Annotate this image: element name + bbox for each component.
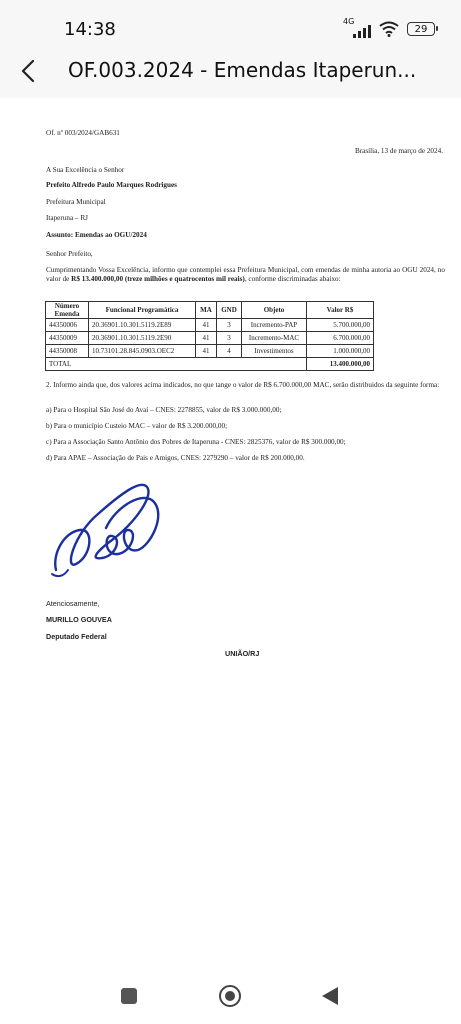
addressee-org: Prefeitura Municipal <box>46 198 106 206</box>
paragraph-1 <box>46 266 445 284</box>
paragraph-1-end: , conforme discriminadas abaixo: <box>244 275 341 283</box>
table-cell: 3 <box>217 319 242 332</box>
network-type: 4G <box>343 17 355 26</box>
table-cell: 10.73101.28.845.0903.OEC2 <box>89 345 196 358</box>
addressee-name: Prefeito Alfredo Paulo Marques Rodrigues <box>46 181 177 189</box>
total-label: TOTAL <box>46 358 307 371</box>
signer-name: MURILLO GOUVEA <box>46 615 112 624</box>
distribution-item-b: b) Para o município Custeio MAC – valor de R$ 3.200.000,00; <box>46 422 228 430</box>
col-header: Valor R$ <box>307 302 374 319</box>
document-page <box>0 100 461 980</box>
battery-icon <box>407 22 435 36</box>
distribution-item-a: a) Para o Hospital São José do Avaí – CNES: 2278855, valor de R$ 3.000.000,00; <box>46 406 282 414</box>
table-row <box>46 332 374 345</box>
total-value: 13.400.000,00 <box>307 358 374 371</box>
battery-level: 29 <box>414 23 428 35</box>
amendments-table <box>45 301 374 371</box>
subject: Assunto: Emendas ao OGU/2024 <box>46 231 147 239</box>
document-title: OF.003.2024 - Emendas Itaperun... <box>68 58 417 82</box>
table-cell: 41 <box>196 332 217 345</box>
paragraph-1-start: Cumprimentando Vossa Excelência, informo que contemplei essa Prefeitura Municipal, com emendas de minha autoria ao OGU 2024, no valor de <box>46 266 445 283</box>
table-cell: 20.36901.10.301.5119.2E89 <box>89 319 196 332</box>
table-cell: 20.36901.10.301.5119.2E90 <box>89 332 196 345</box>
table-cell: Incremento-PAP <box>242 319 307 332</box>
col-header: Número Emenda <box>46 302 89 319</box>
table-cell: 41 <box>196 319 217 332</box>
closing: Atenciosamente, <box>46 599 100 608</box>
document-reference: Of. nº 003/2024/GAB631 <box>46 129 120 137</box>
back-nav-icon[interactable] <box>322 987 338 1005</box>
table-cell: 5.700.000,00 <box>307 319 374 332</box>
col-header: Funcional Programática <box>89 302 196 319</box>
table-row <box>46 345 374 358</box>
col-header: Objeto <box>242 302 307 319</box>
place-date: Brasília, 13 de março de 2024. <box>354 147 443 155</box>
distribution-item-d: d) Para APAE – Associação de Pais e Amigos, CNES: 2279290 – valor de R$ 200.000,00. <box>46 454 305 462</box>
col-header: GND <box>217 302 242 319</box>
table-cell: 3 <box>217 332 242 345</box>
cellular-signal-icon <box>343 17 371 38</box>
clock: 14:38 <box>64 19 116 40</box>
addressee-greeting: A Sua Excelência o Senhor <box>46 166 125 174</box>
table-cell: 44350009 <box>46 332 89 345</box>
total-amount-text: R$ 13.400.000,00 (treze milhões e quatrocentos mil reais) <box>71 275 245 283</box>
recent-apps-icon[interactable] <box>121 988 137 1004</box>
col-header: MA <box>196 302 217 319</box>
table-cell: 6.700.000,00 <box>307 332 374 345</box>
addressee-city: Itaperuna – RJ <box>46 214 88 222</box>
distribution-item-c: c) Para a Associação Santo Antônio dos Pobres de Itaperuna - CNES: 2825376, valor de R$ 300.000,00; <box>46 438 346 446</box>
back-arrow-icon[interactable] <box>16 58 42 84</box>
table-cell: 44350008 <box>46 345 89 358</box>
table-cell: Incremento-MAC <box>242 332 307 345</box>
table-cell: Investimentos <box>242 345 307 358</box>
table-cell: 44350006 <box>46 319 89 332</box>
signer-title: Deputado Federal <box>46 632 107 641</box>
signer-party: UNIÃO/RJ <box>225 649 260 658</box>
paragraph-2: 2. Informo ainda que, dos valores acima indicados, no que tange o valor de R$ 6.700.000,00 MAC, serão distribuidos da seguinte forma: <box>46 381 440 389</box>
home-icon[interactable] <box>219 985 241 1007</box>
table-cell: 4 <box>217 345 242 358</box>
table-row <box>46 319 374 332</box>
table-header-row <box>46 302 374 319</box>
table-cell: 41 <box>196 345 217 358</box>
table-cell: 1.000.000,00 <box>307 345 374 358</box>
handwritten-signature <box>46 474 172 586</box>
app-header <box>0 50 461 98</box>
table-total-row <box>46 358 374 371</box>
wifi-icon <box>379 21 399 37</box>
salutation: Senhor Prefeito, <box>46 250 93 258</box>
